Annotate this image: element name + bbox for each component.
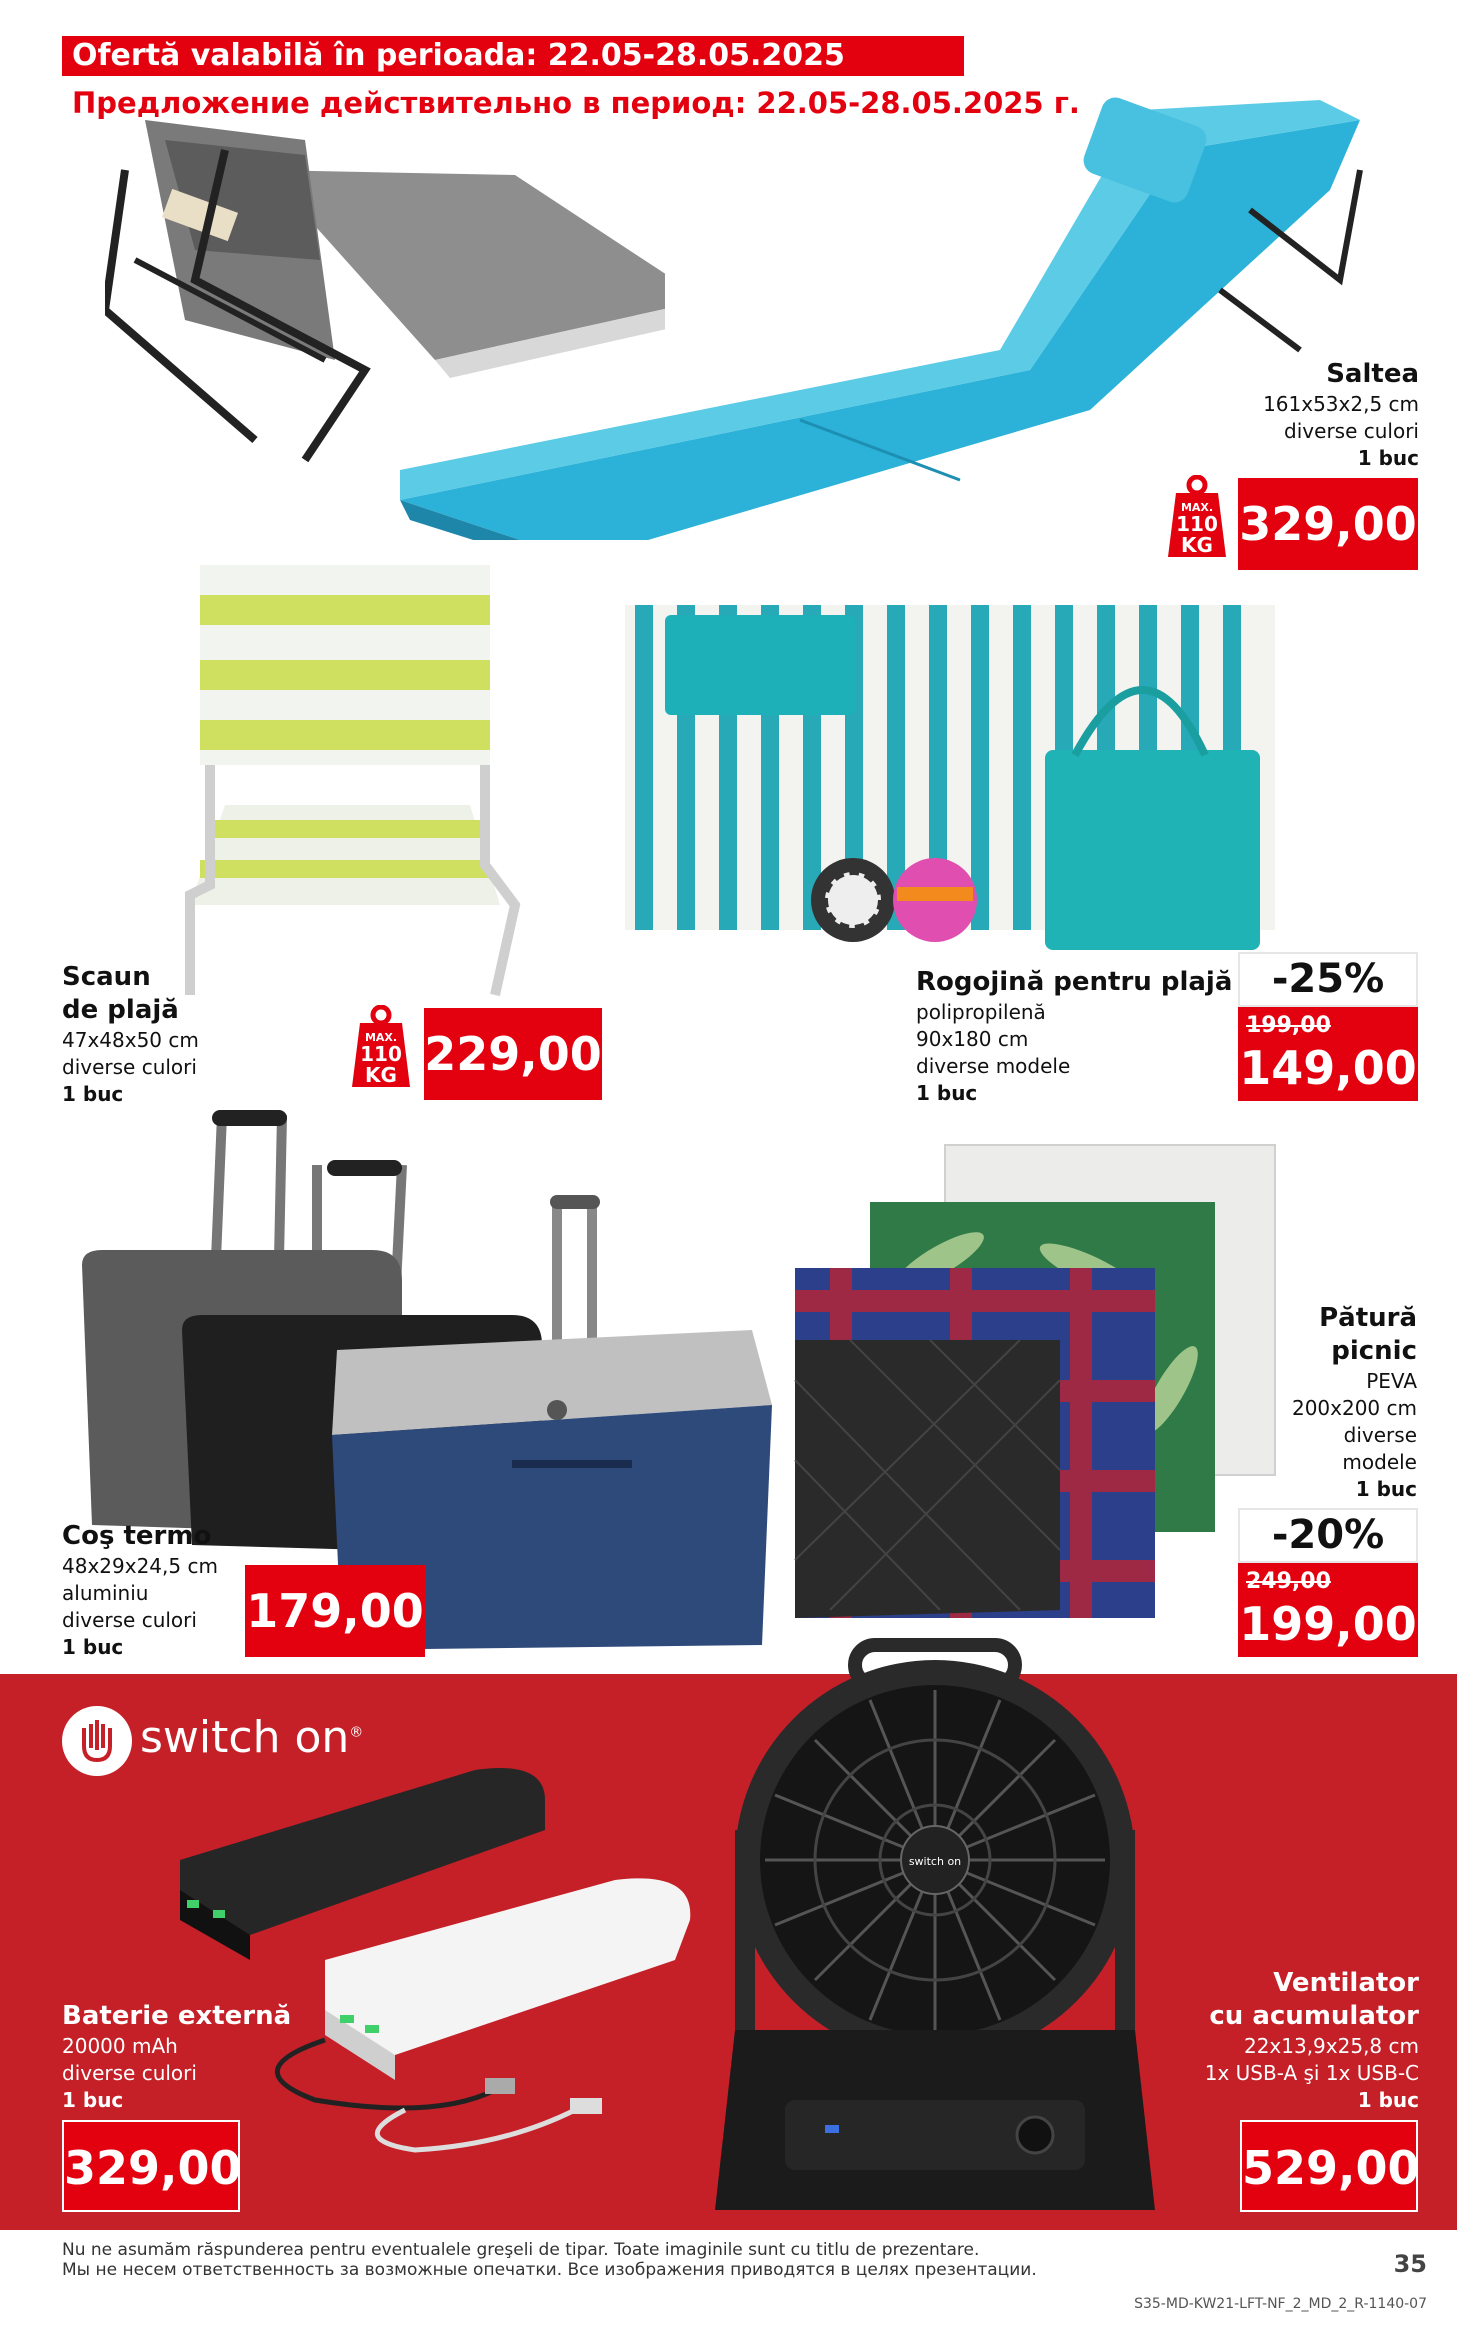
scaun-max-value: 110 (360, 1042, 402, 1066)
saltea-image (400, 60, 1380, 540)
patura-price: 199,00 (1239, 1597, 1417, 1651)
patura-material: PEVA (1366, 1369, 1417, 1393)
scaun-variant: diverse culori (62, 1055, 197, 1079)
rogojina-dims: 90x180 cm (916, 1027, 1029, 1051)
page-number: 35 (1393, 2250, 1427, 2278)
offer-period-ro: Ofertă valabilă în perioada: 22.05-28.05.2025 (72, 38, 845, 73)
cos-name: Coş termo (62, 1521, 212, 1551)
patura-name-line2: picnic (1331, 1336, 1417, 1366)
patura-old-price: 249,00 (1246, 1569, 1331, 1594)
scaun-name-line1: Scaun (62, 962, 151, 992)
disclaimer-ru: Мы не несем ответственность за возможные опечатки. Все изображения приводятся в целях презентации. (62, 2260, 1037, 2280)
ventilator-ports: 1x USB-A şi 1x USB-C (1204, 2061, 1419, 2085)
baterie-image (175, 1760, 705, 2160)
baterie-qty: 1 buc (62, 2088, 124, 2112)
rogojina-qty: 1 buc (916, 1081, 978, 1105)
saltea-max-unit: KG (1181, 533, 1213, 557)
ventilator-price: 529,00 (1240, 2120, 1418, 2212)
patura-variant-line1: diverse (1343, 1423, 1417, 1447)
cos-variant: diverse culori (62, 1608, 197, 1632)
cos-image (72, 1105, 782, 1665)
baterie-variant: diverse culori (62, 2061, 197, 2085)
patura-dims: 200x200 cm (1291, 1396, 1417, 1420)
switch-on-reg-mark: ® (349, 1724, 364, 1741)
patura-variant-line2: modele (1342, 1450, 1417, 1474)
catalog-code: S35-MD-KW21-LFT-NF_2_MD_2_R-1140-07 (1134, 2296, 1427, 2312)
baterie-name: Baterie externă (62, 2001, 292, 2031)
ventilator-name-line1: Ventilator (1273, 1968, 1419, 1998)
patura-name-line1: Pătură (1319, 1303, 1417, 1333)
ventilator-image (715, 1630, 1195, 2220)
cos-qty: 1 buc (62, 1635, 124, 1659)
rogojina-old-price: 199,00 (1246, 1013, 1331, 1038)
patura-discount-badge: -20% (1238, 1508, 1418, 1563)
saltea-dims: 161x53x2,5 cm (1263, 392, 1419, 416)
switch-on-logo-icon (62, 1706, 132, 1776)
saltea-max-value: 110 (1176, 512, 1218, 536)
cos-price: 179,00 (245, 1565, 425, 1657)
saltea-name: Saltea (1326, 359, 1419, 389)
offer-period-ru: Предложение действительно в период: 22.05-28.05.2025 г. (72, 86, 1080, 120)
scaun-max-weight-badge (350, 1005, 412, 1089)
rogojina-image (625, 605, 1275, 965)
scaun-price: 229,00 (424, 1008, 602, 1100)
scaun-max-unit: KG (365, 1063, 397, 1087)
scaun-qty: 1 buc (62, 1082, 124, 1106)
cos-material: aluminiu (62, 1581, 149, 1605)
saltea-price: 329,00 (1238, 478, 1418, 570)
rogojina-discount-badge: -25% (1238, 952, 1418, 1007)
saltea-max-weight-badge (1166, 475, 1228, 559)
rogojina-price-box (1238, 1007, 1418, 1101)
disclaimer-ro: Nu ne asumăm răspunderea pentru eventualele greşeli de tipar. Toate imaginile sunt cu titlu de prezentare. (62, 2240, 980, 2260)
switch-on-brand-name: switch on (140, 1712, 350, 1763)
patura-qty: 1 buc (1355, 1477, 1417, 1501)
saltea-max-label: MAX. (1180, 501, 1214, 514)
scaun-image (170, 565, 550, 1005)
ventilator-dims: 22x13,9x25,8 cm (1243, 2034, 1419, 2058)
baterie-capacity: 20000 mAh (62, 2034, 178, 2058)
footer-disclaimer (62, 2240, 1037, 2280)
saltea-qty: 1 buc (1357, 446, 1419, 470)
rogojina-variant: diverse modele (916, 1054, 1071, 1078)
patura-price-box (1238, 1563, 1418, 1657)
scaun-dims: 47x48x50 cm (62, 1028, 199, 1052)
ventilator-name-line2: cu acumulator (1209, 2001, 1419, 2031)
rogojina-material: polipropilenă (916, 1000, 1046, 1024)
baterie-price: 329,00 (62, 2120, 240, 2212)
fan-logo-text: switch on (908, 1855, 962, 1868)
cos-dims: 48x29x24,5 cm (62, 1554, 218, 1578)
ventilator-qty: 1 buc (1357, 2088, 1419, 2112)
scaun-name-line2: de plajă (62, 995, 179, 1025)
patura-image (790, 1140, 1290, 1640)
switch-on-brand (140, 1712, 363, 1763)
rogojina-name: Rogojină pentru plajă (916, 967, 1233, 997)
scaun-max-label: MAX. (364, 1031, 398, 1044)
rogojina-price: 149,00 (1239, 1041, 1417, 1095)
saltea-variant: diverse culori (1284, 419, 1419, 443)
